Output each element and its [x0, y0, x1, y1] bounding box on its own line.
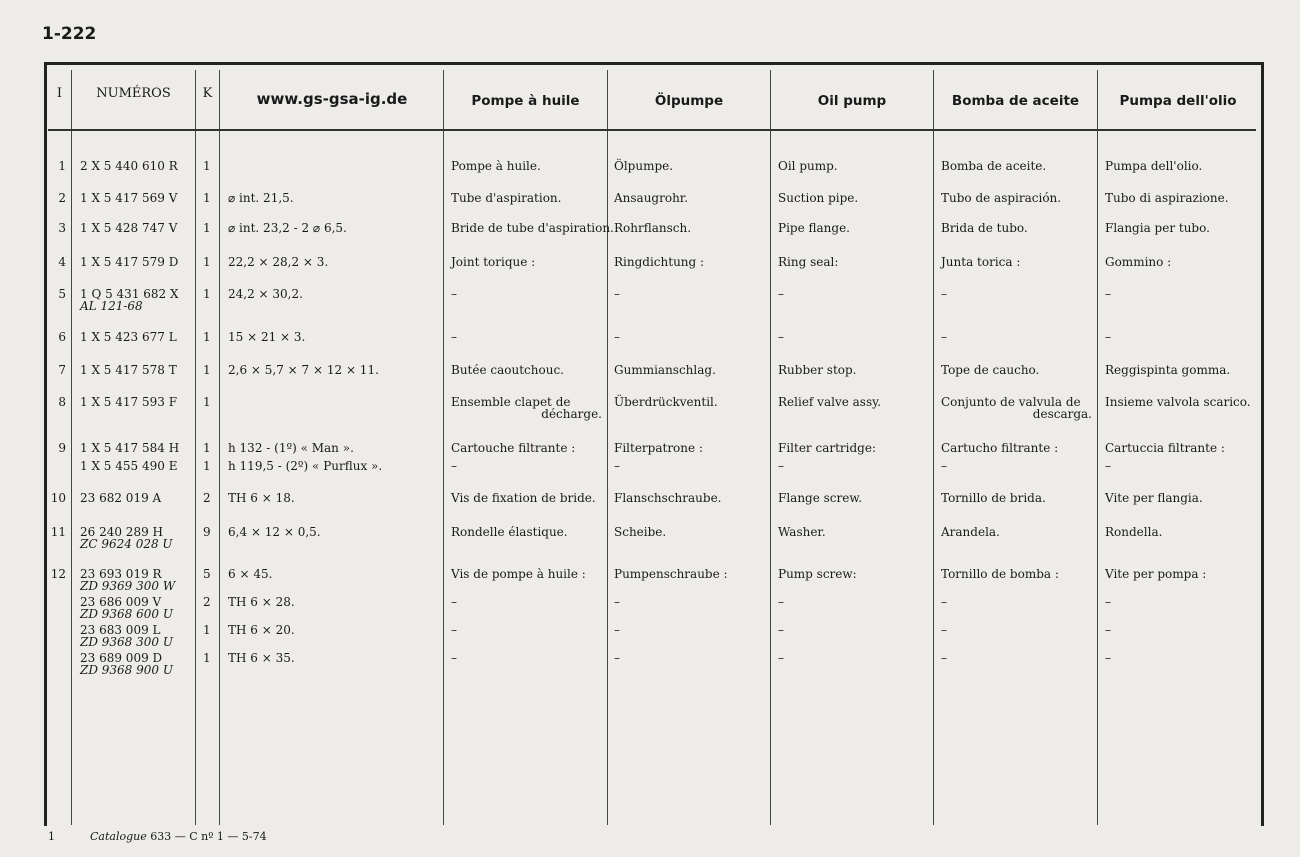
- cell-spanish: –: [941, 287, 947, 301]
- cell-dimension: TH 6 × 18.: [228, 491, 295, 505]
- cell-french: Tube d'aspiration.: [451, 191, 562, 205]
- cell-number-alt: AL 121-68: [80, 299, 143, 313]
- cell-italian: Gommino :: [1105, 255, 1172, 269]
- column-divider: [933, 70, 934, 825]
- cell-italian: Pumpa dell'olio.: [1105, 159, 1203, 173]
- cell-german: –: [614, 459, 620, 473]
- cell-english: –: [778, 651, 784, 665]
- cell-index: 10: [50, 491, 66, 505]
- column-divider: [607, 70, 608, 825]
- cell-italian: Reggispinta gomma.: [1105, 363, 1231, 377]
- column-divider: [1097, 70, 1098, 825]
- cell-german: Pumpenschraube :: [614, 567, 728, 581]
- cell-qty: 1: [203, 191, 211, 205]
- cell-number: 23 689 009 D: [80, 651, 163, 665]
- cell-german: Ringdichtung :: [614, 255, 705, 269]
- header-index: I: [56, 86, 63, 101]
- cell-index: 12: [50, 567, 66, 581]
- cell-german: –: [614, 651, 620, 665]
- cell-spanish: Bomba de aceite.: [941, 159, 1047, 173]
- cell-french: –: [451, 623, 457, 637]
- cell-french: Butée caoutchouc.: [451, 363, 564, 377]
- cell-qty: 1: [203, 395, 211, 409]
- cell-english: Flange screw.: [778, 491, 863, 505]
- cell-qty: 1: [203, 330, 211, 344]
- cell-dimension: 22,2 × 28,2 × 3.: [228, 255, 329, 269]
- cell-english: Filter cartridge:: [778, 441, 876, 455]
- cell-english: –: [778, 330, 784, 344]
- cell-dimension: 6 × 45.: [228, 567, 273, 581]
- cell-number: 1 X 5 417 569 V: [80, 191, 178, 205]
- cell-number-alt: ZD 9368 300 U: [80, 635, 173, 649]
- cell-number: 26 240 289 H: [80, 525, 163, 539]
- cell-number: 1 X 5 423 677 L: [80, 330, 177, 344]
- cell-qty: 1: [203, 287, 211, 301]
- cell-qty: 1: [203, 459, 211, 473]
- cell-index: 2: [58, 191, 66, 205]
- cell-dimension: ⌀ int. 21,5.: [228, 191, 294, 205]
- cell-german: –: [614, 287, 620, 301]
- cell-german: Ölpumpe.: [614, 159, 674, 173]
- cell-german: Rohrflansch.: [614, 221, 692, 235]
- cell-number: 1 X 5 417 584 H: [80, 441, 180, 455]
- cell-french: –: [451, 330, 457, 344]
- footer-mark: 1: [48, 830, 55, 843]
- cell-italian: Vite per flangia.: [1105, 491, 1203, 505]
- cell-french: Bride de tube d'aspiration.: [451, 221, 614, 235]
- cell-dimension: ⌀ int. 23,2 - 2 ⌀ 6,5.: [228, 221, 347, 235]
- cell-italian: Flangia per tubo.: [1105, 221, 1210, 235]
- cell-spanish: Conjunto de valvula de: [941, 395, 1081, 409]
- cell-italian: –: [1105, 595, 1111, 609]
- cell-english: Washer.: [778, 525, 826, 539]
- cell-italian: –: [1105, 651, 1111, 665]
- cell-number: 1 X 5 417 578 T: [80, 363, 177, 377]
- cell-italian: –: [1105, 623, 1111, 637]
- column-divider: [71, 70, 72, 825]
- cell-french: Rondelle élastique.: [451, 525, 568, 539]
- column-divider: [443, 70, 444, 825]
- cell-qty: 1: [203, 441, 211, 455]
- cell-italian: Rondella.: [1105, 525, 1163, 539]
- cell-number: 23 693 019 R: [80, 567, 162, 581]
- cell-qty: 1: [203, 159, 211, 173]
- cell-dimension: 6,4 × 12 × 0,5.: [228, 525, 321, 539]
- cell-german: Scheibe.: [614, 525, 667, 539]
- cell-spanish: Tornillo de bomba :: [941, 567, 1059, 581]
- header-italian: Pumpa dell'olio: [1119, 93, 1237, 109]
- cell-number: 1 Q 5 431 682 X: [80, 287, 179, 301]
- cell-spanish: Tope de caucho.: [941, 363, 1040, 377]
- cell-index: 6: [58, 330, 66, 344]
- cell-index: 11: [50, 525, 66, 539]
- cell-spanish-cont: descarga.: [1032, 407, 1092, 421]
- cell-dimension: TH 6 × 28.: [228, 595, 295, 609]
- cell-dimension: 2,6 × 5,7 × 7 × 12 × 11.: [228, 363, 379, 377]
- cell-number: 1 X 5 428 747 V: [80, 221, 178, 235]
- cell-english: Pipe flange.: [778, 221, 850, 235]
- footer-catalogue: [90, 830, 267, 843]
- cell-spanish: –: [941, 595, 947, 609]
- cell-german: –: [614, 330, 620, 344]
- cell-english: Ring seal:: [778, 255, 839, 269]
- cell-spanish: Tornillo de brida.: [941, 491, 1046, 505]
- cell-english: –: [778, 623, 784, 637]
- footer-catalogue-label: Catalogue: [90, 830, 147, 843]
- cell-spanish: –: [941, 623, 947, 637]
- header-german: Ölpumpe: [654, 93, 724, 109]
- cell-english: –: [778, 459, 784, 473]
- cell-spanish: Brida de tubo.: [941, 221, 1028, 235]
- cell-number-alt: ZC 9624 028 U: [80, 537, 173, 551]
- cell-number: 23 682 019 A: [80, 491, 162, 505]
- cell-italian: Tubo di aspirazione.: [1105, 191, 1229, 205]
- header-numbers: NUMÉROS: [96, 86, 171, 101]
- cell-number: 1 X 5 417 593 F: [80, 395, 178, 409]
- cell-english: Pump screw:: [778, 567, 857, 581]
- cell-english: Oil pump.: [778, 159, 838, 173]
- cell-qty: 5: [203, 567, 211, 581]
- cell-dimension: TH 6 × 20.: [228, 623, 295, 637]
- cell-index: 3: [58, 221, 66, 235]
- cell-number: 2 X 5 440 610 R: [80, 159, 178, 173]
- cell-dimension: 15 × 21 × 3.: [228, 330, 306, 344]
- cell-german: –: [614, 595, 620, 609]
- cell-index: 1: [58, 159, 66, 173]
- cell-french: Vis de fixation de bride.: [451, 491, 596, 505]
- cell-english: Suction pipe.: [778, 191, 859, 205]
- header-spanish: Bomba de aceite: [951, 93, 1080, 109]
- cell-number-alt: ZD 9369 300 W: [80, 579, 176, 593]
- cell-number: 23 683 009 L: [80, 623, 161, 637]
- cell-qty: 1: [203, 623, 211, 637]
- cell-qty: 2: [203, 595, 211, 609]
- cell-italian: Vite per pompa :: [1105, 567, 1207, 581]
- cell-german: Gummianschlag.: [614, 363, 716, 377]
- cell-number: 1 X 5 455 490 E: [80, 459, 178, 473]
- cell-italian: Cartuccia filtrante :: [1105, 441, 1225, 455]
- cell-dimension: h 119,5 - (2º) « Purflux ».: [228, 459, 383, 473]
- cell-index: 5: [58, 287, 66, 301]
- cell-spanish: –: [941, 459, 947, 473]
- column-divider: [195, 70, 196, 825]
- cell-dimension: h 132 - (1º) « Man ».: [228, 441, 354, 455]
- cell-index: 7: [58, 363, 66, 377]
- cell-qty: 1: [203, 363, 211, 377]
- cell-french: Pompe à huile.: [451, 159, 541, 173]
- header-rule: [48, 129, 1256, 131]
- cell-german: Ansaugrohr.: [614, 191, 689, 205]
- cell-spanish: Cartucho filtrante :: [941, 441, 1059, 455]
- footer-catalogue-ref: 633 — C nº 1 — 5-74: [150, 830, 267, 843]
- cell-english: Rubber stop.: [778, 363, 857, 377]
- cell-number-alt: ZD 9368 900 U: [80, 663, 173, 677]
- page-number: 1-222: [42, 24, 97, 44]
- cell-french-cont: décharge.: [541, 407, 602, 421]
- cell-spanish: –: [941, 651, 947, 665]
- cell-italian: Insieme valvola scarico.: [1105, 395, 1251, 409]
- cell-english: –: [778, 595, 784, 609]
- cell-index: 9: [58, 441, 66, 455]
- cell-qty: 2: [203, 491, 211, 505]
- cell-number: 1 X 5 417 579 D: [80, 255, 179, 269]
- cell-french: –: [451, 595, 457, 609]
- cell-spanish: Arandela.: [941, 525, 1000, 539]
- cell-qty: 1: [203, 651, 211, 665]
- cell-french: –: [451, 459, 457, 473]
- cell-dimension: 24,2 × 30,2.: [228, 287, 303, 301]
- cell-german: Überdrückventil.: [614, 395, 718, 409]
- cell-spanish: –: [941, 330, 947, 344]
- cell-index: 8: [58, 395, 66, 409]
- cell-italian: –: [1105, 459, 1111, 473]
- cell-french: Vis de pompe à huile :: [451, 567, 586, 581]
- cell-german: Filterpatrone :: [614, 441, 703, 455]
- cell-italian: –: [1105, 287, 1111, 301]
- cell-index: 4: [58, 255, 66, 269]
- cell-number: 23 686 009 V: [80, 595, 162, 609]
- website-watermark: www.gs-gsa-ig.de: [256, 90, 408, 108]
- cell-german: –: [614, 623, 620, 637]
- cell-dimension: TH 6 × 35.: [228, 651, 295, 665]
- cell-spanish: Tubo de aspiración.: [941, 191, 1062, 205]
- header-french: Pompe à huile: [471, 93, 580, 109]
- cell-qty: 1: [203, 255, 211, 269]
- header-qty: K: [202, 86, 213, 101]
- cell-english: –: [778, 287, 784, 301]
- cell-french: Joint torique :: [451, 255, 536, 269]
- cell-number-alt: ZD 9368 600 U: [80, 607, 173, 621]
- cell-spanish: Junta torica :: [941, 255, 1021, 269]
- cell-french: –: [451, 287, 457, 301]
- column-divider: [770, 70, 771, 825]
- cell-german: Flanschschraube.: [614, 491, 722, 505]
- header-english: Oil pump: [817, 93, 887, 109]
- cell-english: Relief valve assy.: [778, 395, 882, 409]
- cell-french: Ensemble clapet de: [451, 395, 571, 409]
- cell-qty: 9: [203, 525, 211, 539]
- cell-french: Cartouche filtrante :: [451, 441, 576, 455]
- cell-italian: –: [1105, 330, 1111, 344]
- cell-french: –: [451, 651, 457, 665]
- column-divider: [219, 70, 220, 825]
- cell-qty: 1: [203, 221, 211, 235]
